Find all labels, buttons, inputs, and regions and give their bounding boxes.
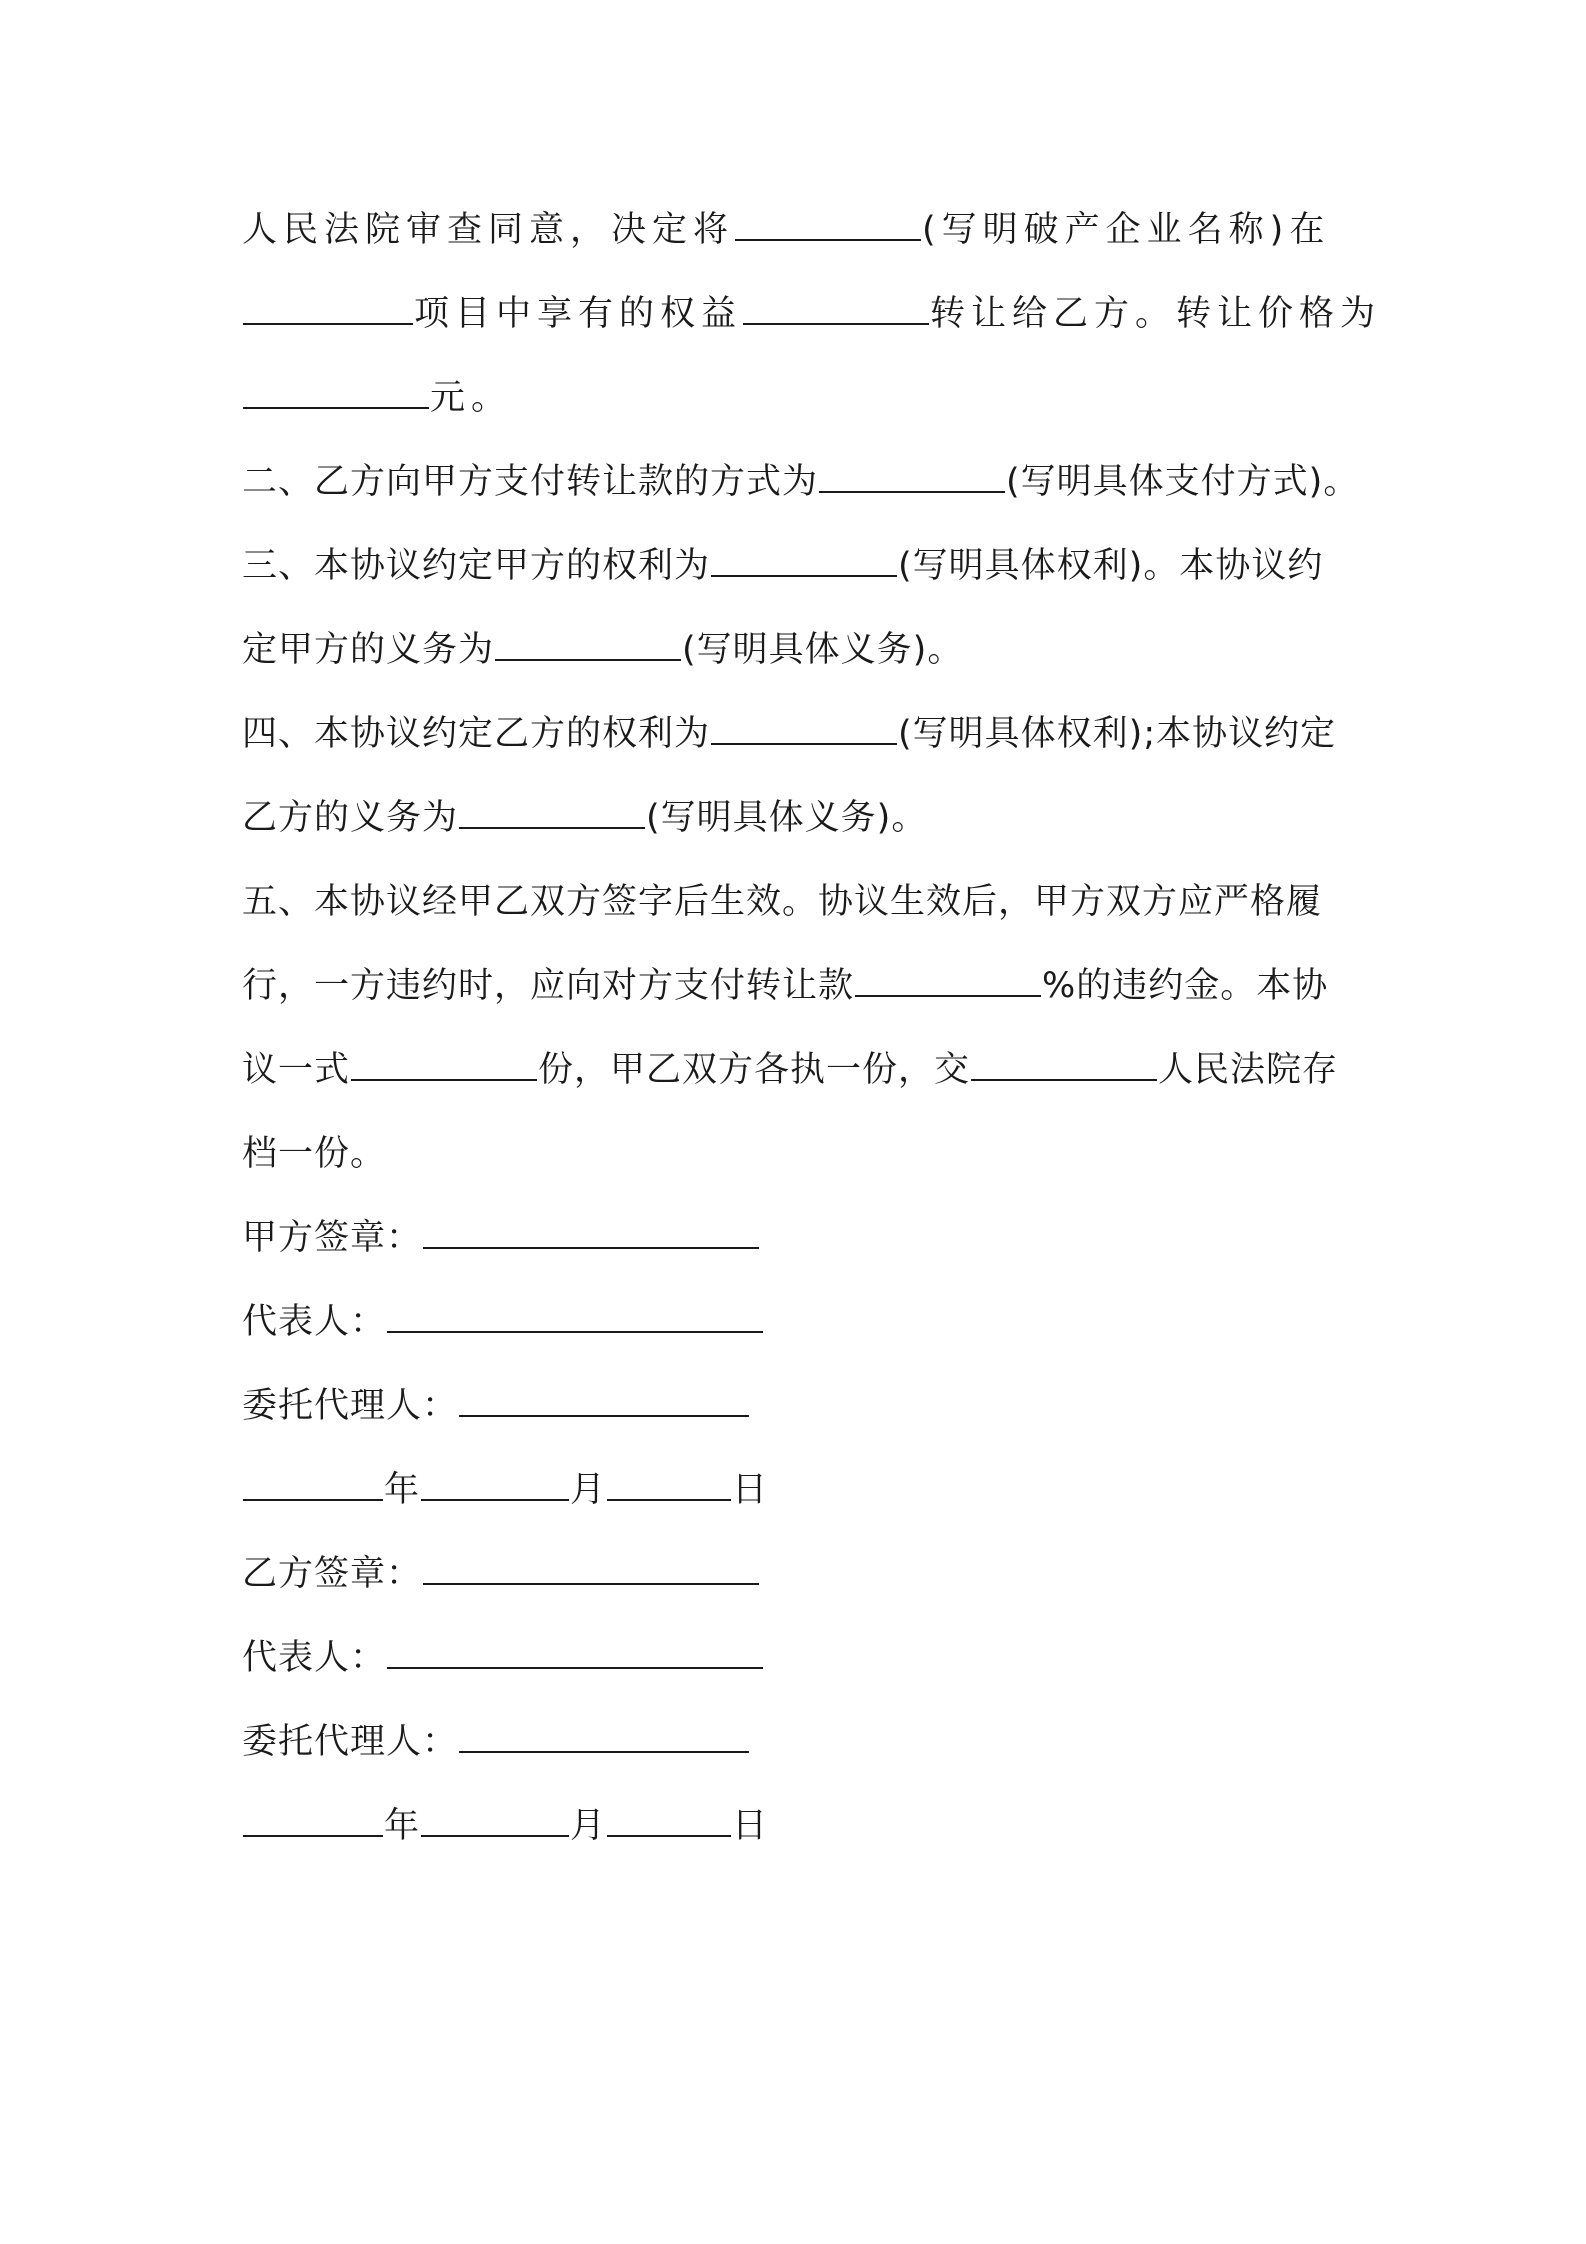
party-a-month-field[interactable]: [421, 1459, 569, 1501]
party-b-year-field[interactable]: [243, 1795, 383, 1837]
clause-4-line-2: 乙方的义务为 (写明具体义务)。: [242, 786, 1372, 870]
party-b-seal-field[interactable]: [423, 1543, 759, 1585]
party-a-duties-blank: [495, 619, 681, 661]
clause-2: 二、乙方向甲方支付转让款的方式为 (写明具体支付方式)。: [242, 450, 1372, 534]
clause-3-line-1: 三、本协议约定甲方的权利为 (写明具体权利)。本协议约: [242, 534, 1372, 618]
agreement-body: [242, 198, 1382, 1878]
party-a-seal-row: 甲方签章：: [242, 1206, 1372, 1290]
copies-blank: [351, 1039, 537, 1081]
clause-3-line-2: 定甲方的义务为 (写明具体义务)。: [242, 618, 1372, 702]
party-b-agent-field[interactable]: [459, 1711, 749, 1753]
court-name-blank: [971, 1039, 1157, 1081]
party-a-rep-row: 代表人：: [242, 1290, 1372, 1374]
party-b-agent-row: 委托代理人：: [242, 1710, 1372, 1794]
clause-5-line-2: 行，一方违约时，应向对方支付转让款 %的违约金。本协: [242, 954, 1372, 1038]
equity-blank: [743, 283, 929, 325]
party-b-rep-row: 代表人：: [242, 1626, 1372, 1710]
project-blank: [243, 283, 413, 325]
party-b-date-row: 年 月 日: [242, 1794, 1372, 1878]
payment-method-blank: [819, 451, 1005, 493]
party-b-month-field[interactable]: [421, 1795, 569, 1837]
party-a-rep-field[interactable]: [387, 1291, 763, 1333]
penalty-percent-blank: [855, 955, 1041, 997]
party-a-agent-field[interactable]: [459, 1375, 749, 1417]
clause-4-line-1: 四、本协议约定乙方的权利为 (写明具体权利);本协议约定: [242, 702, 1372, 786]
company-blank: [735, 199, 921, 241]
party-a-agent-row: 委托代理人：: [242, 1374, 1372, 1458]
party-b-rep-field[interactable]: [387, 1627, 763, 1669]
party-a-year-field[interactable]: [243, 1459, 383, 1501]
paragraph-line-3: 元。: [242, 366, 1372, 450]
party-b-seal-row: 乙方签章：: [242, 1542, 1372, 1626]
party-a-seal-field[interactable]: [423, 1207, 759, 1249]
paragraph-line-2: 项目中享有的权益 转让给乙方。转让价格为: [242, 282, 1372, 366]
clause-5-line-4: 档一份。: [242, 1134, 387, 1174]
party-a-day-field[interactable]: [607, 1459, 731, 1501]
party-b-day-field[interactable]: [607, 1795, 731, 1837]
clause-5-line-1: 五、本协议经甲乙双方签字后生效。协议生效后，甲方双方应严格履: [242, 882, 1323, 922]
party-a-rights-blank: [711, 535, 897, 577]
paragraph-line-1: 人民法院审查同意，决定将 (写明破产企业名称)在: [242, 198, 1372, 282]
price-blank: [243, 367, 429, 409]
party-b-duties-blank: [459, 787, 645, 829]
party-b-rights-blank: [711, 703, 897, 745]
clause-5-line-3: 议一式 份，甲乙双方各执一份，交 人民法院存: [242, 1038, 1372, 1122]
party-a-date-row: 年 月 日: [242, 1458, 1372, 1542]
